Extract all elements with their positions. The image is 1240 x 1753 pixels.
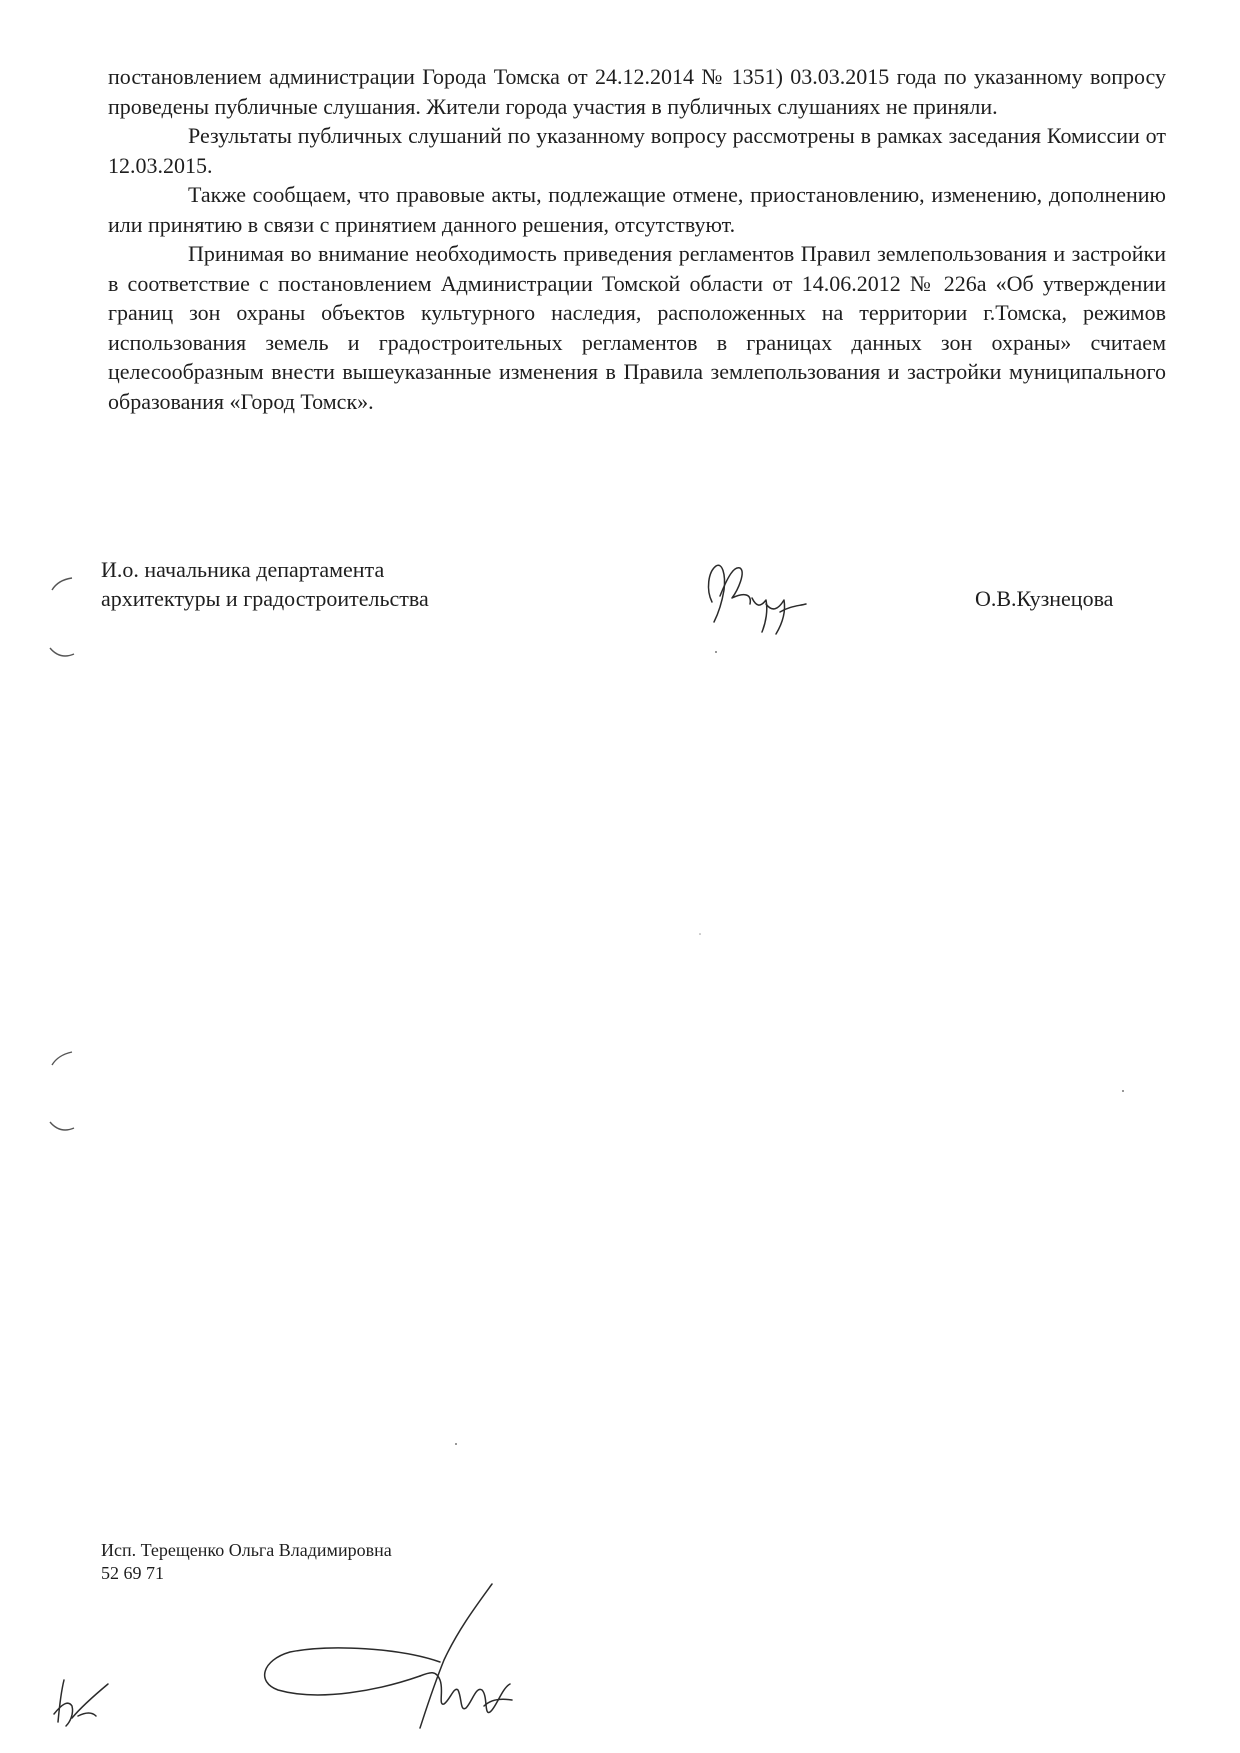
signatory-position-line2: архитектуры и градостроительства	[101, 586, 429, 611]
paragraph-public-hearings: постановлением администрации Города Томска от 24.12.2014 № 1351) 03.03.2015 года по указанному вопросу проведены публичные слушания. Жители города участия в публичных слушаниях не приняли.	[108, 64, 1166, 119]
punch-hole-bottom	[50, 1052, 74, 1130]
scan-speck	[699, 933, 701, 935]
scan-speck	[455, 1443, 457, 1445]
signatory-name: О.В.Кузнецова	[975, 586, 1114, 611]
paragraph-legal-acts: Также сообщаем, что правовые акты, подлежащие отмене, приостановлению, изменению, дополнению или принятию в связи с принятием данного решения, отсутствуют.	[108, 182, 1166, 237]
signature-head	[709, 565, 806, 634]
executor-block	[101, 1539, 392, 1585]
initials-mark	[54, 1680, 108, 1726]
signatory-position-line1: И.о. начальника департамента	[101, 557, 385, 582]
executor-name: Исп. Терещенко Ольга Владимировна	[101, 1540, 392, 1560]
paragraph-hearing-results: Результаты публичных слушаний по указанному вопросу рассмотрены в рамках заседания Комиссии от 12.03.2015.	[108, 123, 1166, 178]
punch-hole-top	[50, 578, 74, 656]
signatory-position	[101, 555, 429, 613]
executor-phone: 52 69 71	[101, 1563, 164, 1583]
paragraph-conclusion: Принимая во внимание необходимость приведения регламентов Правил землепользования и застройки в соответствие с постановлением Администрации Томской области от 14.06.2012 № 226а «Об утверждении границ зон охраны объектов культурного наследия, расположенных на территории г.Томска, режимов использования земель и градостроительных регламентов в границах данных зон охраны» считаем целесообразным внести вышеуказанные изменения в Правила землепользования и застройки муниципального образования «Город Томск».	[108, 241, 1166, 414]
scan-speck	[715, 651, 717, 653]
signature-executor	[265, 1584, 512, 1728]
scan-speck	[1122, 1090, 1124, 1092]
letter-body	[108, 62, 1166, 416]
